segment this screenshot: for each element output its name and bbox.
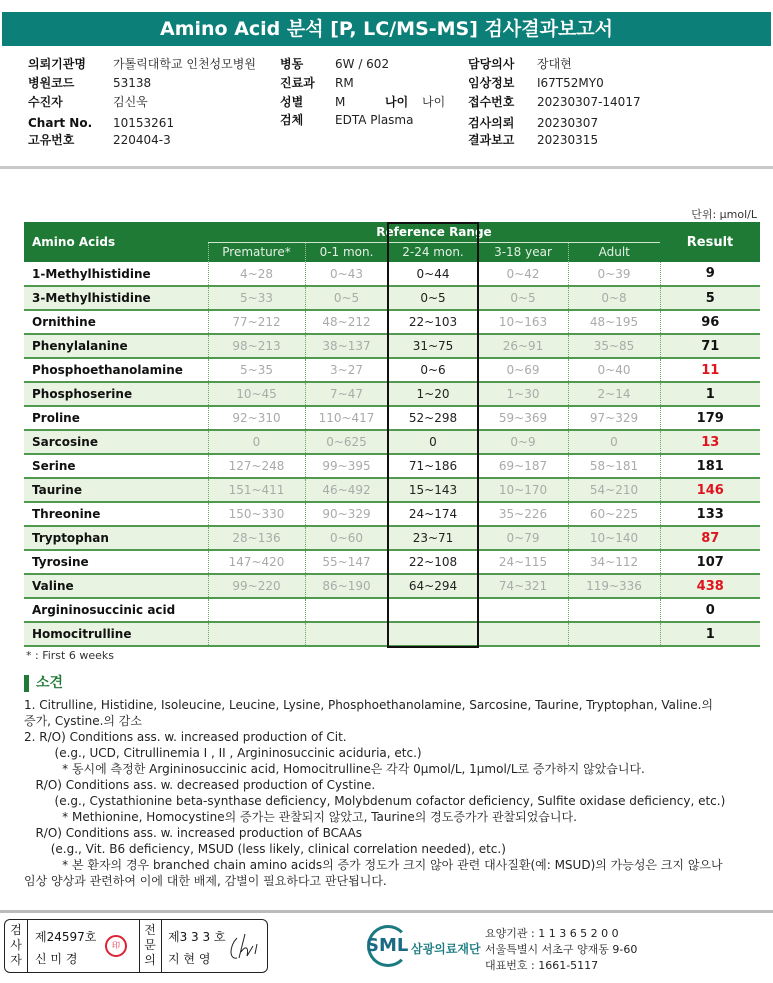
reference-range: 31~75 <box>388 334 478 358</box>
reference-range: 0~9 <box>478 430 568 454</box>
reference-range: 74~321 <box>478 574 568 598</box>
comment-line: * Methionine, Homocystine의 증가는 관찰되지 않았고, Taurine의 경도증가가 관찰되었습니다. <box>24 810 577 824</box>
amino-acid-name: Ornithine <box>24 310 208 334</box>
amino-acid-name: Phenylalanine <box>24 334 208 358</box>
doctor-value: 장대현 <box>537 57 572 71</box>
reference-range: 150~330 <box>208 502 305 526</box>
table-row <box>24 310 760 334</box>
reference-range: 0~42 <box>478 262 568 286</box>
header-col-4: Adult <box>568 242 660 262</box>
footnote: * : First 6 weeks <box>26 649 114 662</box>
reference-range: 110~417 <box>305 406 388 430</box>
signature-box <box>4 919 268 973</box>
result-value: 107 <box>660 550 760 574</box>
reference-range: 92~310 <box>208 406 305 430</box>
amino-acid-name: Argininosuccinic acid <box>24 598 208 622</box>
code-value: 53138 <box>113 76 152 90</box>
code-label: 병원코드 <box>28 76 75 90</box>
comment-line: 1. Citrulline, Histidine, Isoleucine, Leucine, Lysine, Phosphoethanolamine, Sarcosine, Taurine, Tryptophan, Valine.의 <box>24 698 714 712</box>
reference-range <box>208 598 305 622</box>
reference-range: 86~190 <box>305 574 388 598</box>
reference-range <box>568 622 660 646</box>
reference-range: 5~33 <box>208 286 305 310</box>
report-value: 20230315 <box>537 133 599 147</box>
comment-line: (e.g., Cystathionine beta-synthase deficiency, Molybdenum cofactor deficiency, Sulfite oxidase deficiency, etc.) <box>24 794 726 808</box>
signature-icon <box>227 932 261 964</box>
reference-range: 0 <box>568 430 660 454</box>
comment-line: 증가, Cystine.의 감소 <box>24 714 142 728</box>
reference-range <box>568 598 660 622</box>
dept-label: 진료과 <box>280 76 315 90</box>
reference-range: 147~420 <box>208 550 305 574</box>
comment-line: * 본 환자의 경우 branched chain amino acids의 증가 정도가 크지 않아 관련 대사질환(예: MSUD)의 가능성은 크지 않으나 <box>24 858 723 872</box>
reference-range: 0~5 <box>478 286 568 310</box>
reference-range: 22~103 <box>388 310 478 334</box>
comment-line: R/O) Conditions ass. w. decreased production of Cystine. <box>24 778 376 792</box>
specialist-name: 지 현 영 <box>168 952 211 966</box>
reference-range: 0~5 <box>305 286 388 310</box>
reference-range: 55~147 <box>305 550 388 574</box>
result-value: 146 <box>660 478 760 502</box>
result-value: 96 <box>660 310 760 334</box>
hospital-label: 의뢰기관명 <box>28 57 86 71</box>
header-result: Result <box>660 222 760 262</box>
patient-value: 김신욱 <box>113 95 148 109</box>
clinical-value: I67T52MY0 <box>537 76 604 90</box>
request-label: 검사의뢰 <box>468 116 515 130</box>
amino-acid-name: Serine <box>24 454 208 478</box>
receipt-label: 접수번호 <box>468 95 515 109</box>
comment-line: 임상 양상과 관련하여 이에 대한 배제, 감별이 필요하다고 판단됩니다. <box>24 874 387 888</box>
reference-range: 60~225 <box>568 502 660 526</box>
result-value: 13 <box>660 430 760 454</box>
ward-value: 6W / 602 <box>335 57 390 71</box>
reference-range: 99~395 <box>305 454 388 478</box>
header-col-2: 2-24 mon. <box>388 242 478 262</box>
amino-acid-name: Phosphoserine <box>24 382 208 406</box>
report-title: Amino Acid 분석 [P, LC/MS-MS] 검사결과보고서 <box>2 12 771 46</box>
reference-range: 48~195 <box>568 310 660 334</box>
reference-range: 98~213 <box>208 334 305 358</box>
reference-range: 0~5 <box>388 286 478 310</box>
reference-range <box>388 598 478 622</box>
comment-line: R/O) Conditions ass. w. increased production of BCAAs <box>24 826 362 840</box>
specialist-number: 제3 3 3 호 <box>168 930 226 944</box>
clinical-label: 임상정보 <box>468 76 515 90</box>
reference-range: 48~212 <box>305 310 388 334</box>
reference-range: 23~71 <box>388 526 478 550</box>
sex-label: 성별 <box>280 95 304 109</box>
examiner-label: 검사자 <box>10 923 22 967</box>
reference-range: 64~294 <box>388 574 478 598</box>
table-row <box>24 430 760 454</box>
comment-heading: 소견 <box>24 675 63 692</box>
reference-range: 0 <box>208 430 305 454</box>
reference-range: 0~43 <box>305 262 388 286</box>
chart-label: Chart No. <box>28 116 93 130</box>
result-value: 5 <box>660 286 760 310</box>
reference-range: 58~181 <box>568 454 660 478</box>
dept-value: RM <box>335 76 354 90</box>
examiner-name: 신 미 경 <box>35 952 78 966</box>
result-value: 71 <box>660 334 760 358</box>
result-value: 11 <box>660 358 760 382</box>
reference-range: 28~136 <box>208 526 305 550</box>
reference-range: 0~6 <box>388 358 478 382</box>
reference-range: 4~28 <box>208 262 305 286</box>
result-value: 133 <box>660 502 760 526</box>
reference-range: 127~248 <box>208 454 305 478</box>
reference-range: 10~170 <box>478 478 568 502</box>
logo-text: SML <box>366 935 409 956</box>
reference-range <box>478 622 568 646</box>
table-row <box>24 406 760 430</box>
reference-range <box>305 598 388 622</box>
header-amino-acids: Amino Acids <box>24 222 208 262</box>
reference-range: 7~47 <box>305 382 388 406</box>
reference-range: 2~14 <box>568 382 660 406</box>
table-row <box>24 478 760 502</box>
reference-range: 99~220 <box>208 574 305 598</box>
reference-range: 10~140 <box>568 526 660 550</box>
comment-body <box>24 697 725 889</box>
reference-range: 52~298 <box>388 406 478 430</box>
table-row <box>24 286 760 310</box>
org-name: 삼광의료재단 <box>411 942 481 956</box>
table-row <box>24 454 760 478</box>
org-phone: 대표번호 : 1661-5117 <box>485 959 599 972</box>
amino-acid-name: Sarcosine <box>24 430 208 454</box>
report-label: 결과보고 <box>468 133 515 147</box>
specialist-label: 전문의 <box>144 923 156 967</box>
result-value: 1 <box>660 382 760 406</box>
result-value: 87 <box>660 526 760 550</box>
reference-range: 90~329 <box>305 502 388 526</box>
amino-acid-name: Valine <box>24 574 208 598</box>
header-col-0: Premature* <box>208 242 305 262</box>
amino-acid-table <box>24 222 760 647</box>
reference-range: 0~8 <box>568 286 660 310</box>
amino-acid-name: 1-Methylhistidine <box>24 262 208 286</box>
reference-range: 69~187 <box>478 454 568 478</box>
result-value: 181 <box>660 454 760 478</box>
reference-range: 77~212 <box>208 310 305 334</box>
amino-acid-name: Tryptophan <box>24 526 208 550</box>
reference-range: 0 <box>388 430 478 454</box>
amino-acid-name: Phosphoethanolamine <box>24 358 208 382</box>
reference-range: 1~20 <box>388 382 478 406</box>
table-row <box>24 358 760 382</box>
reference-range: 15~143 <box>388 478 478 502</box>
reference-range: 46~492 <box>305 478 388 502</box>
reference-range: 97~329 <box>568 406 660 430</box>
patient-label: 수진자 <box>28 95 63 109</box>
amino-acid-name: Tyrosine <box>24 550 208 574</box>
reference-range: 0~79 <box>478 526 568 550</box>
reference-range: 119~336 <box>568 574 660 598</box>
reference-range: 151~411 <box>208 478 305 502</box>
reference-range: 24~174 <box>388 502 478 526</box>
table-row <box>24 598 760 622</box>
amino-acid-name: Threonine <box>24 502 208 526</box>
reference-range <box>305 622 388 646</box>
age-value: 나이 <box>422 95 446 109</box>
result-value: 438 <box>660 574 760 598</box>
reference-range: 71~186 <box>388 454 478 478</box>
uid-label: 고유번호 <box>28 133 75 147</box>
reference-range <box>388 622 478 646</box>
table-row <box>24 502 760 526</box>
reference-range: 26~91 <box>478 334 568 358</box>
table-row <box>24 526 760 550</box>
org-address: 서울특별시 서초구 양재동 9-60 <box>485 943 638 956</box>
reference-range: 0~44 <box>388 262 478 286</box>
result-value: 0 <box>660 598 760 622</box>
specimen-value: EDTA Plasma <box>335 113 414 127</box>
reference-range: 0~39 <box>568 262 660 286</box>
reference-range: 38~137 <box>305 334 388 358</box>
examiner-number: 제24597호 <box>35 930 97 944</box>
divider <box>0 910 773 913</box>
comment-line: (e.g., Vit. B6 deficiency, MSUD (less likely, clinical correlation needed), etc.) <box>24 842 506 856</box>
header-col-3: 3-18 year <box>478 242 568 262</box>
reference-range: 34~112 <box>568 550 660 574</box>
reference-range: 3~27 <box>305 358 388 382</box>
age-label: 나이 <box>385 95 409 109</box>
reference-range: 24~115 <box>478 550 568 574</box>
doctor-label: 담당의사 <box>468 57 515 71</box>
org-code: 요양기관 : 1 1 3 6 5 2 0 0 <box>485 927 619 940</box>
ward-label: 병동 <box>280 57 304 71</box>
amino-acid-name: Homocitrulline <box>24 622 208 646</box>
reference-range: 1~30 <box>478 382 568 406</box>
divider <box>0 166 773 169</box>
reference-range: 10~45 <box>208 382 305 406</box>
amino-acid-name: Taurine <box>24 478 208 502</box>
sex-value: M <box>335 95 346 109</box>
reference-range: 0~60 <box>305 526 388 550</box>
request-value: 20230307 <box>537 116 599 130</box>
reference-range <box>478 598 568 622</box>
reference-range: 0~625 <box>305 430 388 454</box>
reference-range: 22~108 <box>388 550 478 574</box>
comment-line: (e.g., UCD, Citrullinemia I , II , Argininosuccinic aciduria, etc.) <box>24 746 422 760</box>
comment-line: * 동시에 측정한 Argininosuccinic acid, Homocitrulline은 각각 0μmol/L, 1μmol/L로 증가하지 않았습니다. <box>24 762 645 776</box>
result-value: 9 <box>660 262 760 286</box>
reference-range: 54~210 <box>568 478 660 502</box>
table-row <box>24 622 760 646</box>
comment-line: 2. R/O) Conditions ass. w. increased production of Cit. <box>24 730 347 744</box>
stamp-icon: 印 <box>105 935 127 957</box>
reference-range: 5~35 <box>208 358 305 382</box>
amino-acid-name: 3-Methylhistidine <box>24 286 208 310</box>
header-col-1: 0-1 mon. <box>305 242 388 262</box>
hospital-value: 가톨릭대학교 인천성모병원 <box>113 57 256 71</box>
result-value: 1 <box>660 622 760 646</box>
reference-range: 10~163 <box>478 310 568 334</box>
chart-value: 10153261 <box>113 116 175 130</box>
table-row <box>24 382 760 406</box>
reference-range: 0~40 <box>568 358 660 382</box>
table-row <box>24 574 760 598</box>
org-info <box>485 926 637 974</box>
result-value: 179 <box>660 406 760 430</box>
reference-range: 0~69 <box>478 358 568 382</box>
reference-range: 59~369 <box>478 406 568 430</box>
amino-acid-name: Proline <box>24 406 208 430</box>
unit-label: 단위: μmol/L <box>691 208 757 221</box>
uid-value: 220404-3 <box>113 133 171 147</box>
table-row <box>24 550 760 574</box>
reference-range: 35~226 <box>478 502 568 526</box>
receipt-value: 20230307-14017 <box>537 95 641 109</box>
reference-range <box>208 622 305 646</box>
table-row <box>24 262 760 286</box>
specimen-label: 검체 <box>280 113 304 127</box>
reference-range: 35~85 <box>568 334 660 358</box>
table-row <box>24 334 760 358</box>
header-reference-range: Reference Range <box>208 222 660 242</box>
